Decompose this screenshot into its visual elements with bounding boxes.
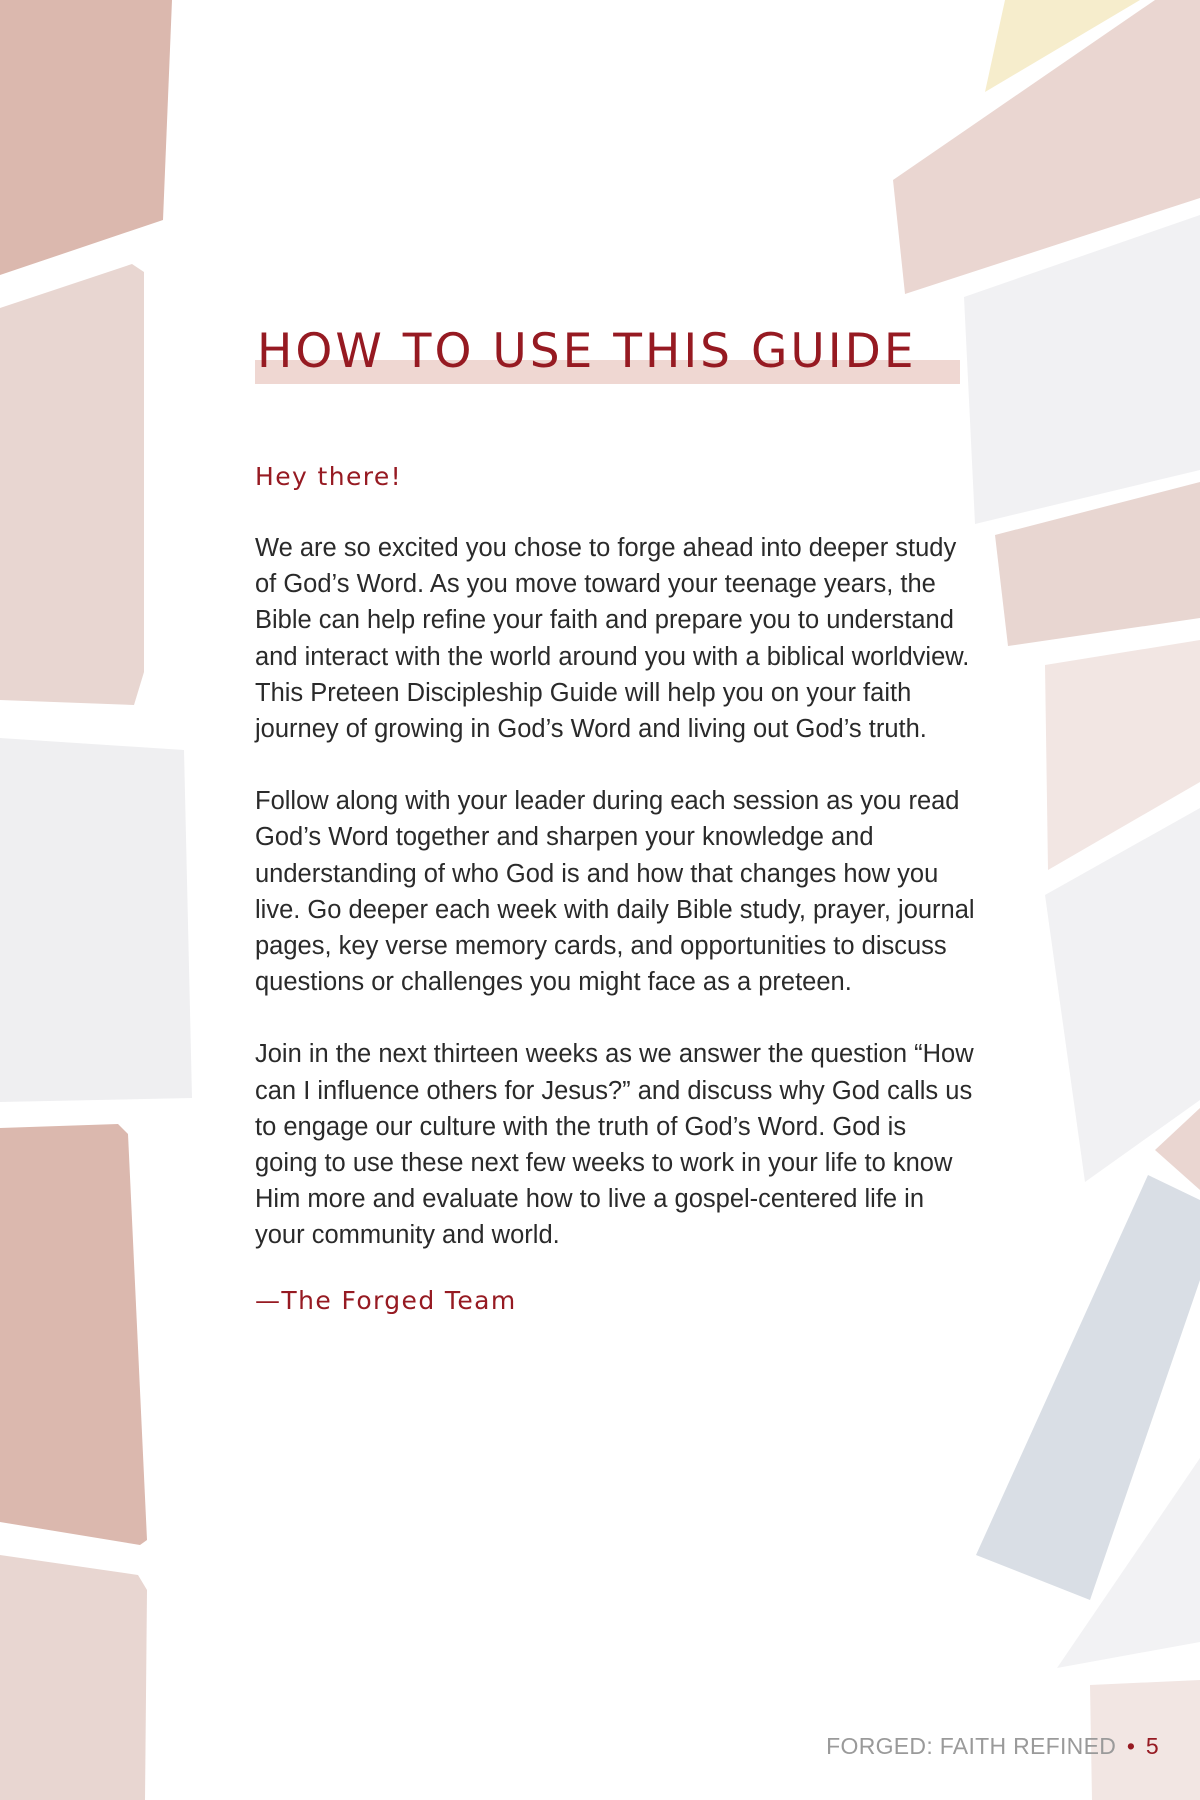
session-paragraph: Follow along with your leader during each session as you read God’s Word together and sharpen your knowledge and understanding of who God is and how that changes how you live. Go deeper each week with daily Bible study, prayer, journal pages, key verse memory cards, and opportunities to discuss questions or challenges you might face as a preteen. [255, 787, 975, 997]
signature: —The Forged Team [255, 1285, 517, 1315]
page-title: HOW TO USE THIS GUIDE [257, 324, 917, 379]
left-block-1 [0, 0, 172, 275]
footer-separator: • [1126, 1733, 1136, 1759]
left-block-3 [0, 738, 192, 1102]
weeks-paragraph: Join in the next thirteen weeks as we answer the question “How can I influence others for Jesus?” and discuss why God calls us to engage our culture with the truth of God’s Word. God is going to use these next few weeks to work in your life to know Him more and evaluate how to live a gospel-centered life in your community and world. [255, 1040, 974, 1250]
title-block [255, 322, 960, 394]
right-block-6 [1045, 808, 1200, 1182]
greeting: Hey there! [255, 462, 403, 491]
page-footer [826, 1733, 1159, 1760]
intro-paragraph: We are so excited you chose to forge ahead into deeper study of God’s Word. As you move toward your teenage years, the Bible can help refine your faith and prepare you to understand and interact with the world around you with a biblical worldview. This Preteen Discipleship Guide will help you on your faith journey of growing in God’s Word and living out God’s truth. [255, 534, 970, 744]
left-block-2 [0, 264, 144, 705]
left-block-4 [0, 1124, 147, 1545]
guide-content [255, 322, 975, 1318]
footer-book-title: FORGED: FAITH REFINED [826, 1733, 1117, 1759]
left-block-5 [0, 1555, 147, 1800]
page-number: 5 [1145, 1733, 1159, 1759]
